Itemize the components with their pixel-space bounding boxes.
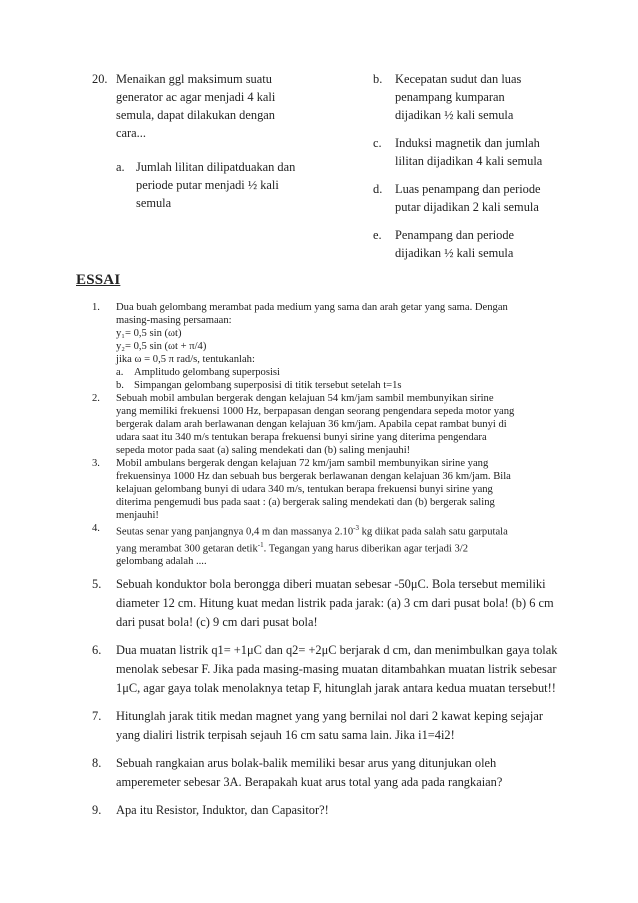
item-line (116, 539, 562, 556)
essay-item-3 (92, 457, 562, 522)
sub-label: a. (116, 367, 124, 378)
section-title: ESSAI (76, 272, 121, 288)
item-number: 6. (92, 643, 102, 657)
item-line: Dua buah gelombang merambat pada medium yang sama dan arah getar yang sama. Dengan (116, 302, 508, 313)
sub-text: Amplitudo gelombang superposisi (134, 367, 280, 378)
essay-item-9 (92, 801, 562, 820)
item-line: Sebuah mobil ambulan bergerak dengan kelajuan 54 km/jam sambil membunyikan sirine (116, 393, 494, 404)
option-text: Induksi magnetik dan jumlah lilitan dijadikan 4 kali semula (395, 136, 543, 168)
item-line: masing-masing persamaan: (116, 315, 232, 326)
option-text: Jumlah lilitan dilipatduakan dan periode putar menjadi ½ kali semula (136, 160, 296, 210)
sub-text: Simpangan gelombang superposisi di titik tersebut setelah t=1s (134, 380, 402, 391)
essay-item-8 (92, 754, 562, 792)
option-label: c. (373, 136, 382, 150)
essay-large-list (92, 575, 562, 829)
item-line: yang memiliki frekuensi 1000 Hz, berpapasan dengan seorang pengendara sepeda motor yang (116, 406, 515, 417)
item-line: kelajuan gelombang bunyi di udara 340 m/s, tentukan berapa frekuensi bunyi sirine yang (116, 484, 493, 495)
superscript: -1 (257, 540, 264, 549)
question-20 (92, 70, 296, 212)
essay-item-6 (92, 641, 562, 698)
item-number: 2. (92, 393, 100, 404)
item-number: 4. (92, 523, 100, 534)
given-text: jika ω = 0,5 π rad/s, tentukanlah: (116, 354, 255, 365)
item-text: Dua muatan listrik q1= +1μC dan q2= +2μC berjarak d cm, dan menimbulkan gaya tolak menolak sebesar F. Jika pada masing-masing muatan ditambahkan muatan listrik sebesar 1μC, agar gaya tolak menolaknya tetap F, hitunglah jarak antara kedua muatan tersebut!! (116, 643, 558, 695)
text-part: . Tegangan yang harus diberikan agar terjadi 3/2 (263, 543, 469, 555)
option-text: Luas penampang dan periode putar dijadikan 2 kali semula (395, 182, 541, 214)
item-number: 5. (92, 577, 102, 591)
sub-label: b. (116, 380, 124, 391)
text-part: Seutas senar yang panjangnya 0,4 m dan massanya 2.10 (116, 526, 354, 538)
essay-item-1 (92, 301, 562, 392)
item-line: frekuensinya 1000 Hz dan sebuah bus bergerak berlawanan dengan kelajuan 36 km/jam. Bila (116, 471, 511, 482)
essay-item-4 (92, 522, 562, 568)
item-number: 7. (92, 709, 102, 723)
option-a (116, 158, 296, 212)
superscript: -3 (353, 524, 359, 532)
item-text: Sebuah konduktor bola berongga diberi muatan sebesar -50μC. Bola tersebut memiliki diameter 12 cm. Hitung kuat medan listrik pada jarak: (a) 3 cm dari pusat bola! (b) 6 cm dari pusat bola! (c) 9 cm dari pusat bola! (116, 577, 554, 629)
essay-item-5 (92, 575, 562, 632)
question-number: 20. (92, 72, 108, 86)
option-text: Penampang dan periode dijadikan ½ kali semula (395, 228, 515, 260)
text-part: kg diikat pada salah satu garputala (358, 526, 508, 538)
item-line: menjauhi! (116, 510, 159, 521)
item-line: gelombang adalah .... (116, 556, 207, 568)
item-line: udara saat itu 340 m/s tentukan berapa frekuensi bunyi sirine yang diterima pengendara (116, 432, 487, 443)
item-text: Sebuah rangkaian arus bolak-balik memiliki besar arus yang ditunjukan oleh amperemeter sebesar 3A. Berapakah kuat arus total yang ada pada rangkaian? (116, 756, 503, 789)
item-line: sepeda motor pada saat (a) saling mendekati dan (b) saling menjauhi! (116, 445, 411, 456)
option-label: b. (373, 72, 383, 86)
sub-item-a (116, 366, 562, 379)
option-c (373, 134, 553, 170)
item-number: 3. (92, 458, 100, 469)
text-part: yang merambat 300 getaran detik (116, 543, 258, 555)
essay-item-7 (92, 707, 562, 745)
item-text: Apa itu Resistor, Induktor, dan Capasitor?! (116, 803, 329, 817)
item-number: 9. (92, 803, 102, 817)
item-number: 8. (92, 756, 102, 770)
item-text: Hitunglah jarak titik medan magnet yang yang bernilai nol dari 2 kawat keping sejajar yang dialiri listrik terpisah sejauh 16 cm satu sama lain. Jika i1=4i2! (116, 709, 543, 742)
equation-1: y₁= 0,5 sin (ωt) (116, 328, 182, 339)
essay-item-2 (92, 392, 562, 457)
option-d (373, 180, 553, 216)
option-text: Kecepatan sudut dan luas penampang kumparan dijadikan ½ kali semula (395, 72, 522, 122)
option-label: e. (373, 228, 382, 242)
sub-item-b (116, 379, 562, 392)
option-e (373, 226, 553, 262)
option-label: d. (373, 182, 383, 196)
question-20-options-right (373, 70, 553, 272)
equation-2: y₂= 0,5 sin (ωt + π/4) (116, 341, 207, 352)
option-b (373, 70, 553, 124)
question-text: Menaikan ggl maksimum suatu generator ac agar menjadi 4 kali semula, dapat dilakukan dengan cara... (116, 72, 276, 140)
item-line (116, 522, 562, 539)
item-number: 1. (92, 302, 100, 313)
option-label: a. (116, 160, 125, 174)
item-line: diterima pengemudi bus pada saat : (a) bergerak saling mendekati dan (b) bergerak saling (116, 497, 495, 508)
essay-small-list (92, 301, 562, 568)
item-line: Mobil ambulans bergerak dengan kelajuan 72 km/jam sambil membunyikan sirine yang (116, 458, 489, 469)
item-line: bergerak dalam arah berlawanan dengan kelajuan 36 km/jam. Apabila cepat rambat bunyi di (116, 419, 507, 430)
